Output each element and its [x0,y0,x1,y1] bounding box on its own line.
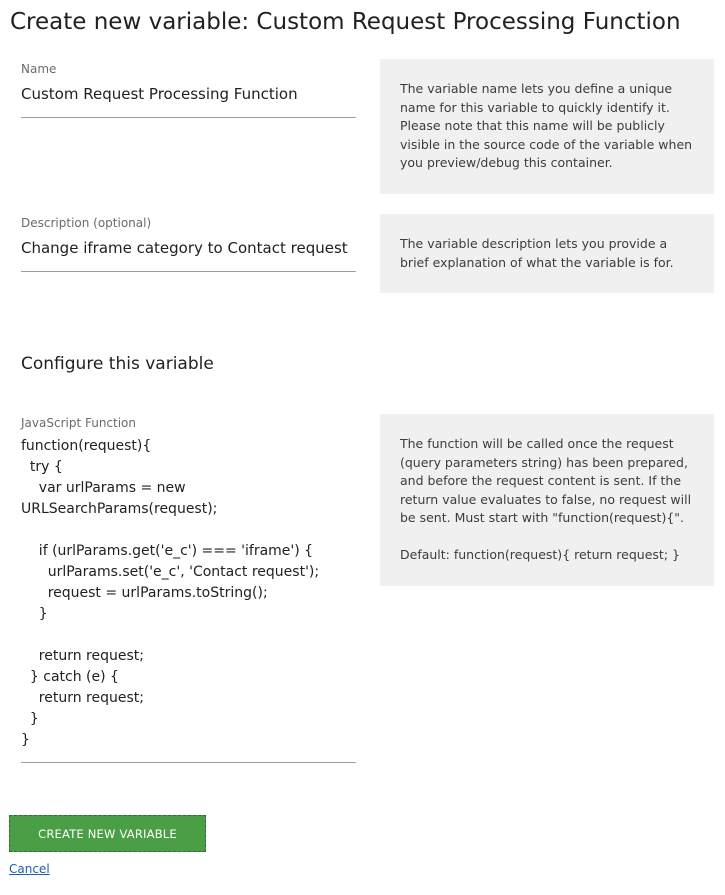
name-field-group [21,62,356,118]
name-help-box [380,59,714,194]
name-help-text: The variable name lets you define a unique name for this variable to quickly identify it. Please note that this name will be publicly visible in the source code of the variable when you preview/debug this container. [400,81,693,171]
description-input[interactable]: Change iframe category to Contact request [21,239,356,272]
page-title: Create new variable: Custom Request Processing Function [10,9,681,35]
name-field-label: Name [21,62,57,76]
function-field-label: JavaScript Function [21,416,137,430]
description-field-label: Description (optional) [21,216,152,230]
description-field-group [21,216,356,272]
function-field-group [21,416,356,763]
name-input[interactable]: Custom Request Processing Function [21,85,356,118]
function-help-text: The function will be called once the request (query parameters string) has been prepared, and before the request content is sent. If the return value evaluates to false, no request will be sent. Must start with "function(request){". [400,436,692,526]
create-new-variable-button[interactable]: CREATE NEW VARIABLE [9,815,206,852]
cancel-link[interactable]: Cancel [9,862,50,876]
configure-section-title: Configure this variable [21,354,214,374]
function-help-box [380,414,714,586]
description-help-box [380,214,714,293]
description-help-text: The variable description lets you provide a brief explanation of what the variable is for. [400,236,674,270]
function-help-default: Default: function(request){ return request; } [400,546,680,562]
javascript-function-textarea[interactable]: function(request){ try { var urlParams = new URLSearchParams(request); if (urlParams.get('e_c') === 'iframe') { urlParams.set('e_c', 'Contact request'); request = urlParams.toString(); } return request; } catch (e) { return request; } } [21,436,356,763]
